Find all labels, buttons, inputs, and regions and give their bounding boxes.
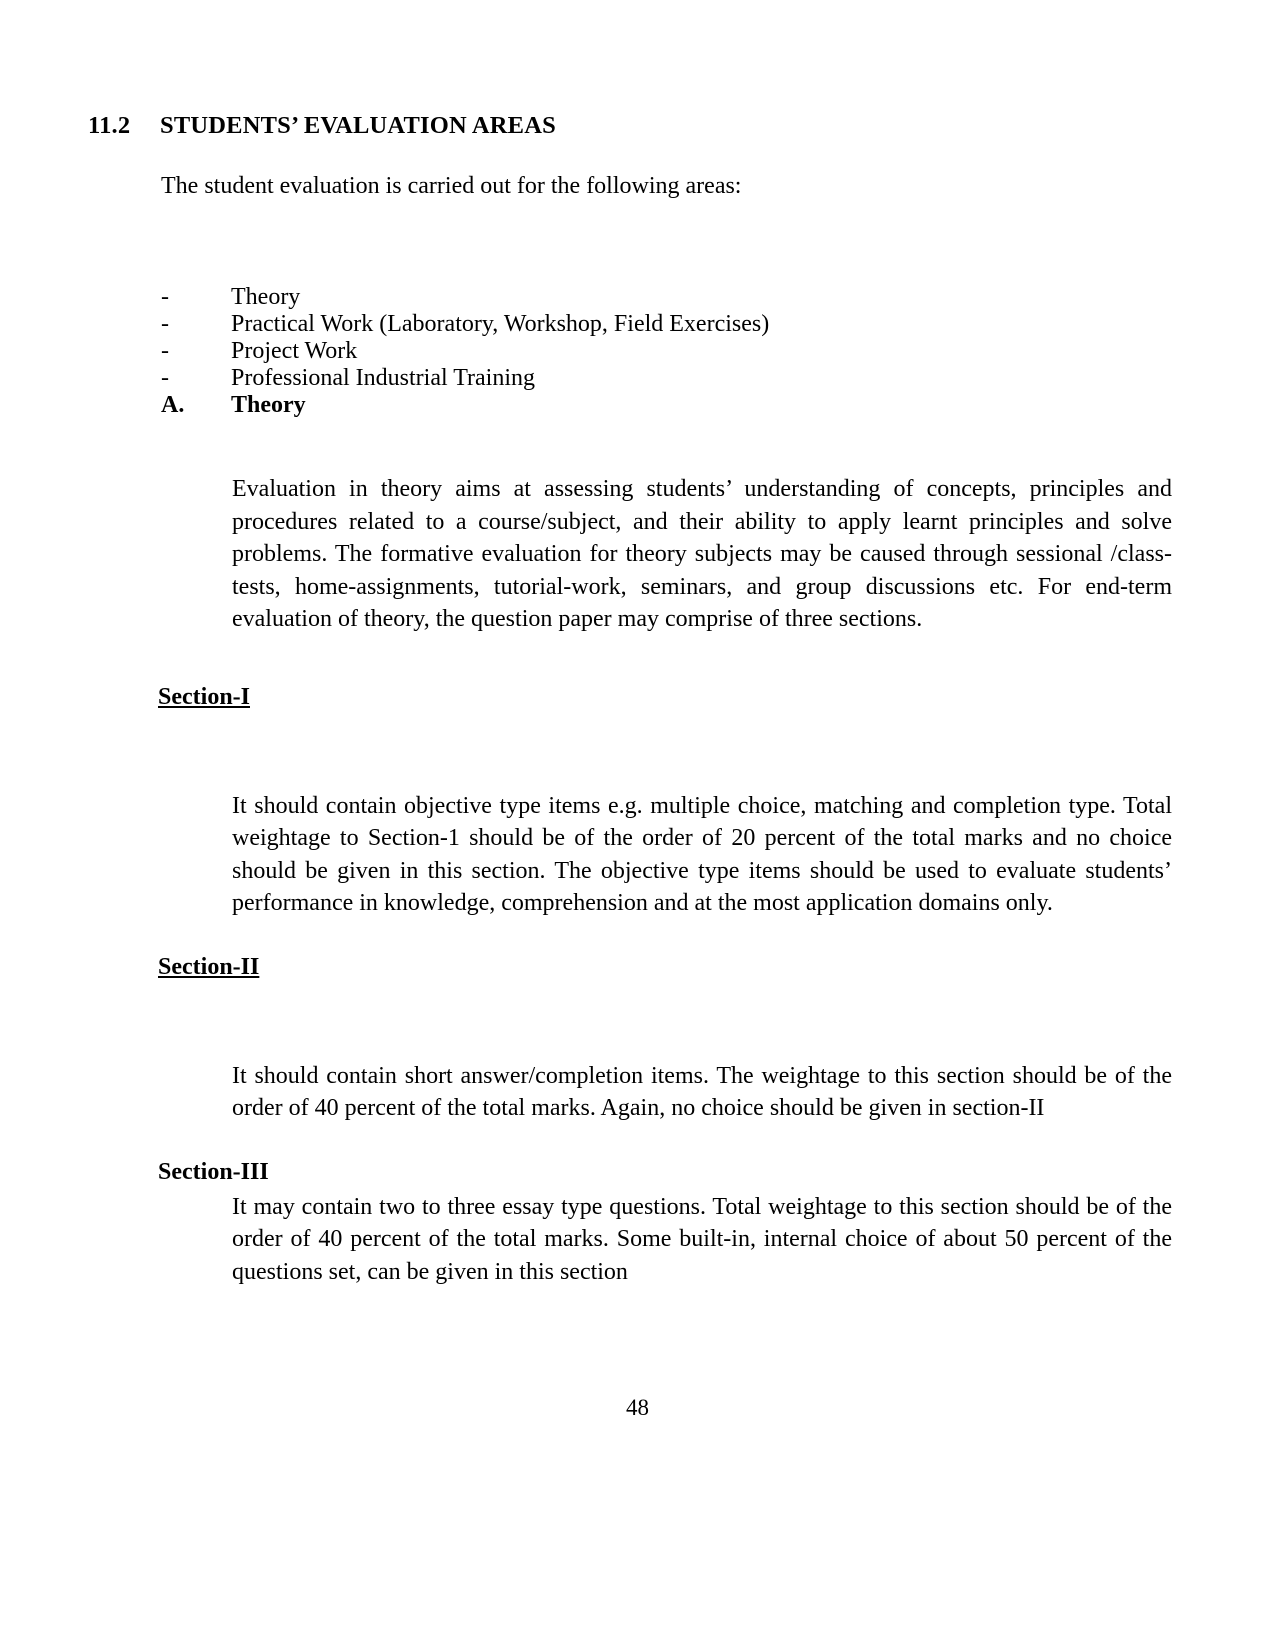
list-item-label: Professional Industrial Training xyxy=(231,365,535,391)
list-item-marker: - xyxy=(161,338,169,364)
list-item-label: Project Work xyxy=(231,338,358,364)
section-heading xyxy=(88,112,1172,140)
section-i-label: Section-I xyxy=(158,683,250,710)
section-iii-heading xyxy=(158,1157,1172,1187)
page-content xyxy=(88,112,1172,1288)
list-item-marker: - xyxy=(161,365,169,391)
list-item xyxy=(161,311,1172,338)
evaluation-areas-list xyxy=(161,284,1172,419)
section-ii-body: It should contain short answer/completion items. The weightage to this section should be of the order of 40 percent of the total marks. Again, no choice should be given in section-II xyxy=(232,1062,1172,1121)
section-number: 11.2 xyxy=(88,112,131,139)
page-title: STUDENTS’ EVALUATION AREAS xyxy=(160,112,556,139)
section-iii-label: Section-III xyxy=(158,1158,269,1185)
list-item-label: Theory xyxy=(231,392,306,418)
page-number: 48 xyxy=(626,1395,649,1420)
list-item-theory-heading xyxy=(161,392,1172,419)
list-item-label: Practical Work (Laboratory, Workshop, Field Exercises) xyxy=(231,311,770,337)
section-ii-label: Section-II xyxy=(158,953,260,980)
list-item-marker: - xyxy=(161,284,169,310)
list-item xyxy=(161,365,1172,392)
list-item xyxy=(161,284,1172,311)
section-iii-body: It may contain two to three essay type questions. Total weightage to this section should be of the order of 40 percent of the total marks. Some built-in, internal choice of about 50 percent of the questions set, can be given in this section xyxy=(232,1193,1172,1285)
intro-paragraph: The student evaluation is carried out for the following areas: xyxy=(161,173,742,199)
list-item-label: Theory xyxy=(231,284,301,310)
section-i-heading xyxy=(158,682,1172,712)
section-ii-heading xyxy=(158,952,1172,982)
list-item-marker: - xyxy=(161,311,169,337)
list-item-marker: A. xyxy=(161,392,185,418)
theory-paragraph: Evaluation in theory aims at assessing students’ understanding of concepts, principles and procedures related to a course/subject, and their ability to apply learnt principles and solve problems. The formative evaluation for theory subjects may be caused through sessional /class-tests, home-assignments, tutorial-work, seminars, and group discussions etc. For end-term evaluation of theory, the question paper may comprise of three sections. xyxy=(232,476,1172,632)
section-i-body: It should contain objective type items e.g. multiple choice, matching and completion type. Total weightage to Section-1 should be of the order of 20 percent of the total marks and no choice should be given in this section. The objective type items should be used to evaluate students’ performance in knowledge, comprehension and at the most application domains only. xyxy=(232,792,1172,916)
list-item xyxy=(161,338,1172,365)
